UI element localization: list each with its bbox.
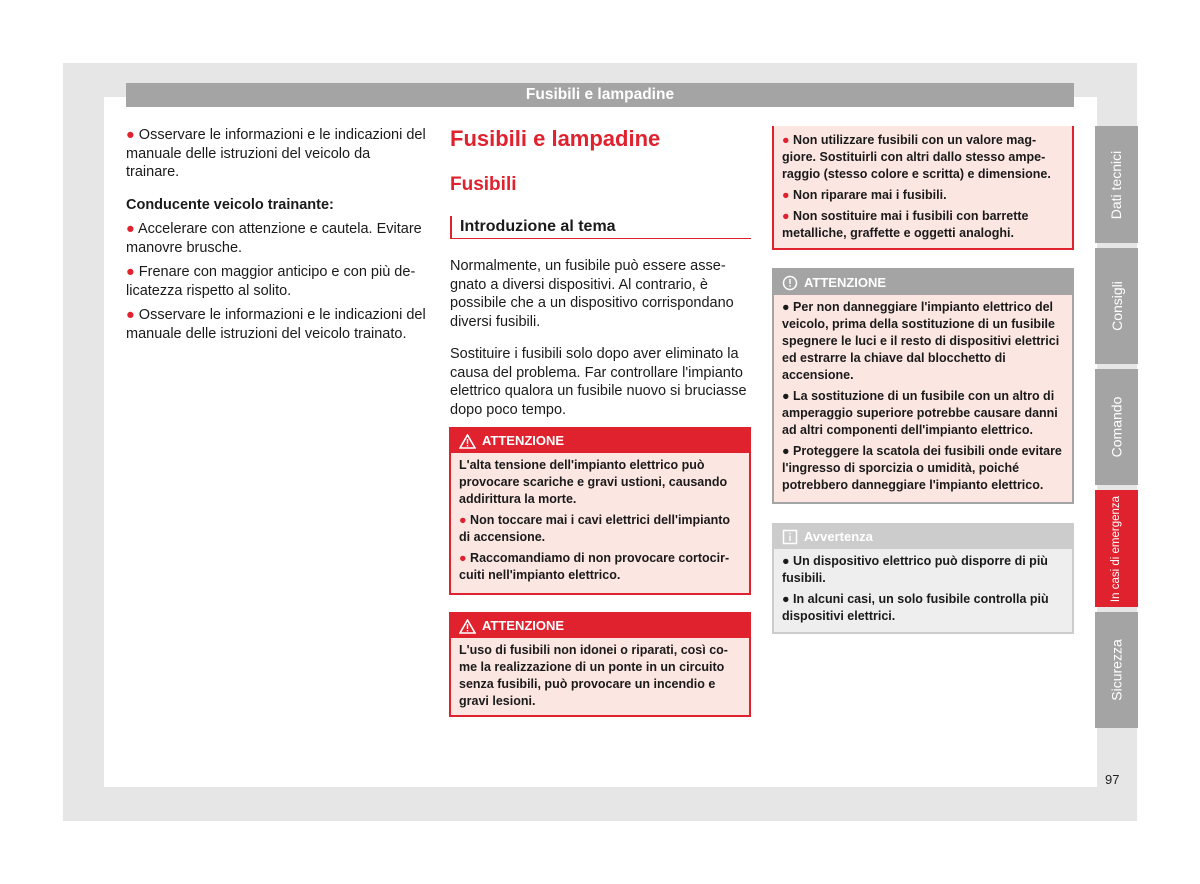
note-header <box>774 525 1072 549</box>
tab-label: Dati tecnici <box>1108 150 1125 219</box>
subheading: Conducente veicolo trainante: <box>126 196 334 213</box>
warning-text: L'uso di fusibili non idonei o riparati, così come la realizzazione di un ponte in un circuito senza fusibili, può provocare un incendio e gravi lesioni. <box>459 643 728 708</box>
page-number: 97 <box>1105 772 1120 787</box>
list-item <box>126 306 426 343</box>
warning-title: ATTENZIONE <box>482 433 565 448</box>
caution-text: La sostituzione di un fusibile con un altro di amperaggio superiore potrebbe causare danni ad altri componenti dell'impianto elettrico. <box>782 389 1058 437</box>
bullet-icon: ● <box>782 444 790 458</box>
list-item <box>459 512 741 546</box>
warning-text: Non sostituire mai i fusibili con barrette metalliche, graffette e oggetti analoghi. <box>782 209 1029 240</box>
caution-body <box>774 295 1072 504</box>
bullet-icon: ● <box>782 389 790 403</box>
paragraph: Frenare con maggior anticipo e con più delicatezza rispetto al solito. <box>126 264 416 299</box>
list-item <box>782 388 1064 439</box>
caution-text: Per non danneggiare l'impianto elettrico del veicolo, prima della sostituzione di un fusibile spegnere le luci e il resto di dispositivi elettrici ed estrarre la chiave dal blocchetto di accensione. <box>782 300 1060 382</box>
bullet-icon: ● <box>459 513 467 527</box>
warning-triangle-icon <box>459 619 476 634</box>
caution-text: Proteggere la scatola dei fusibili onde evitare l'ingresso di sporcizia o umidità, poiché potrebbero danneggiare l'impianto elettrico. <box>782 444 1062 492</box>
info-icon <box>782 529 798 545</box>
list-item <box>782 208 1064 242</box>
paragraph: Normalmente, un fusibile può essere assegnato a diversi dispositivi. Al contrario, è possibile che a un dispositivo corrispondano diversi fusibili. <box>450 258 734 330</box>
list-item <box>126 220 426 257</box>
tab-label: Comando <box>1108 396 1125 458</box>
bullet-icon: ● <box>126 264 135 280</box>
warning-text: Non riparare mai i fusibili. <box>793 188 947 202</box>
tab-label: Sicurezza <box>1108 639 1125 701</box>
tab-dati-tecnici[interactable] <box>1095 126 1138 243</box>
paragraph: Osservare le informazioni e le indicazioni del manuale delle istruzioni del veicolo trainato. <box>126 307 426 342</box>
warning-box-continued <box>772 126 1074 250</box>
warning-header <box>451 614 749 638</box>
bullet-icon: ● <box>782 209 790 223</box>
caution-header <box>774 270 1072 295</box>
warning-text: Non toccare mai i cavi elettrici dell'impianto di accensione. <box>459 513 731 544</box>
warning-box <box>449 427 751 595</box>
note-text: In alcuni casi, un solo fusibile controlla più dispositivi elettrici. <box>782 592 1049 623</box>
list-item <box>782 187 1064 204</box>
tab-label: Consigli <box>1108 281 1125 331</box>
bullet-icon: ● <box>782 592 790 606</box>
section-title: Fusibili <box>450 174 517 195</box>
tab-label: In casi di emergenza <box>1110 495 1123 602</box>
warning-text: Non utilizzare fusibili con un valore maggiore. Sostituirli con altri dallo stesso amperaggio (stesso colore e scritta) e dimensione. <box>782 133 1051 181</box>
caution-box <box>772 268 1074 504</box>
tab-consigli[interactable] <box>1095 248 1138 364</box>
paragraph: Sostituire i fusibili solo dopo aver eliminato la causa del problema. Far controllare l'impianto elettrico qualora un fusibile nuovo si bruciasse dopo poco tempo. <box>450 346 747 418</box>
bullet-icon: ● <box>782 188 790 202</box>
warning-box <box>449 612 751 717</box>
bullet-icon: ● <box>126 307 135 323</box>
bullet-icon: ● <box>126 127 135 143</box>
bullet-icon: ● <box>126 221 135 237</box>
paragraph: Osservare le informazioni e le indicazioni del manuale delle istruzioni del veicolo da trainare. <box>126 127 426 180</box>
column-middle <box>450 124 751 419</box>
bullet-icon: ● <box>459 551 467 565</box>
list-item <box>782 591 1064 625</box>
warning-triangle-icon <box>459 434 476 449</box>
warning-body <box>451 453 749 594</box>
list-item <box>459 550 741 584</box>
warning-body <box>451 638 749 720</box>
note-body <box>774 549 1072 635</box>
list-item <box>782 553 1064 587</box>
note-text: Un dispositivo elettrico può disporre di più fusibili. <box>782 554 1048 585</box>
warning-header <box>451 429 749 453</box>
bullet-icon: ● <box>782 133 790 147</box>
note-box <box>772 523 1074 634</box>
tab-in-casi-di-emergenza[interactable] <box>1095 490 1138 607</box>
subsection-title: Introduzione al tema <box>450 216 751 239</box>
paragraph: Accelerare con attenzione e cautela. Evitare manovre brusche. <box>126 221 422 256</box>
tab-sicurezza[interactable] <box>1095 612 1138 728</box>
warning-text: Raccomandiamo di non provocare cortocircuiti nell'impianto elettrico. <box>459 551 730 582</box>
warning-title: ATTENZIONE <box>482 618 565 633</box>
tab-comando[interactable] <box>1095 369 1138 485</box>
list-item <box>782 132 1064 183</box>
bullet-icon: ● <box>782 300 790 314</box>
warning-body <box>774 126 1072 252</box>
bullet-icon: ● <box>782 554 790 568</box>
list-item <box>126 126 426 182</box>
list-item <box>782 299 1064 384</box>
caution-title: ATTENZIONE <box>804 275 887 290</box>
page-title: Fusibili e lampadine <box>450 126 661 151</box>
exclamation-circle-icon <box>782 275 798 291</box>
warning-text: L'alta tensione dell'impianto elettrico può provocare scariche e gravi ustioni, causando addirittura la morte. <box>459 458 728 506</box>
column-left <box>126 126 426 349</box>
list-item <box>782 443 1064 494</box>
list-item <box>126 263 426 300</box>
note-title: Avvertenza <box>804 529 873 544</box>
section-header: Fusibili e lampadine <box>126 83 1074 107</box>
